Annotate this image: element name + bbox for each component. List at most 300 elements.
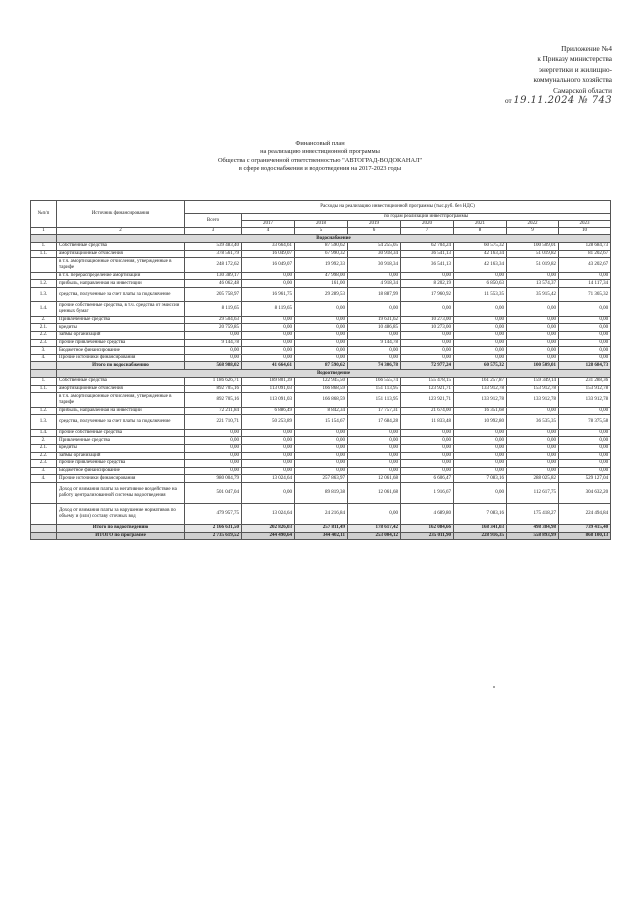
row-value: 133 912,78	[559, 393, 611, 408]
table-row	[31, 272, 611, 280]
table-row	[31, 280, 611, 288]
row-value: 43 202,67	[559, 258, 611, 273]
row-value: 0,00	[559, 332, 611, 340]
row-value: 0,00	[454, 452, 507, 460]
table-row	[31, 437, 611, 445]
total-value: 168 341,03	[454, 524, 507, 532]
row-value: 0,00	[559, 302, 611, 317]
row-value: 0,00	[507, 429, 559, 437]
row-value: 248 172,62	[185, 258, 242, 273]
row-value: 0,00	[401, 437, 454, 445]
row-value: 0,00	[507, 467, 559, 475]
row-value: 0,00	[242, 332, 295, 340]
row-number: 2.3.	[31, 339, 57, 347]
row-value: 0,00	[454, 324, 507, 332]
row-source: Привлеченные средства	[57, 316, 185, 324]
row-value: 0,00	[242, 354, 295, 362]
total-value: 558 893,99	[507, 532, 559, 540]
row-number: 1.	[31, 378, 57, 386]
total-value: 128 684,73	[559, 362, 611, 370]
row-value: 0,00	[295, 324, 348, 332]
column-number: 10	[559, 228, 611, 235]
row-value: 0,00	[295, 452, 348, 460]
row-value: 0,00	[295, 302, 348, 317]
table-row	[31, 385, 611, 393]
row-value: 0,00	[454, 302, 507, 317]
row-source: амортизационные отчисления	[57, 385, 185, 393]
row-value: 539 483,40	[185, 243, 242, 251]
row-value: 0,00	[507, 347, 559, 355]
row-value: 0,00	[454, 339, 507, 347]
row-value: 0,00	[507, 272, 559, 280]
header-year: 2020	[401, 221, 454, 228]
row-value: 0,00	[507, 437, 559, 445]
row-value: 224 494,84	[559, 503, 611, 524]
row-value: 51 019,82	[507, 250, 559, 258]
row-value: 51 019,82	[507, 258, 559, 273]
row-value: 0,00	[185, 437, 242, 445]
row-value: 8 842,34	[295, 407, 348, 415]
table-row	[31, 324, 611, 332]
row-value: 13 574,37	[507, 280, 559, 288]
row-number: 3.	[31, 467, 57, 475]
row-value: 0,00	[348, 354, 401, 362]
header-no: №п/п	[31, 201, 57, 228]
total-value: 100 509,01	[507, 362, 559, 370]
column-number: 3	[185, 228, 242, 235]
row-value: 0,00	[242, 280, 295, 288]
row-value: 0,00	[185, 332, 242, 340]
row-value: 892 705,16	[185, 393, 242, 408]
row-value: 12 061,68	[348, 482, 401, 503]
row-number	[31, 524, 57, 532]
row-value: 33 664,61	[242, 243, 295, 251]
row-source: кредиты	[57, 445, 185, 453]
row-number: 4.	[31, 475, 57, 483]
row-source: займы организаций	[57, 452, 185, 460]
row-value: 0,00	[185, 354, 242, 362]
row-source: прочие собственные средства, в т.ч. средства от эмиссии ценных бумаг	[57, 302, 185, 317]
row-value: 892 705,16	[185, 385, 242, 393]
row-value: 0,00	[454, 354, 507, 362]
row-value: 19 992,33	[295, 258, 348, 273]
row-value: 16 351,68	[454, 407, 507, 415]
row-value: 11 553,35	[454, 287, 507, 302]
row-value: 0,00	[348, 452, 401, 460]
row-value: 0,00	[242, 429, 295, 437]
row-value: 153 912,78	[559, 385, 611, 393]
financial-plan-table	[30, 200, 611, 540]
row-value: 0,00	[242, 437, 295, 445]
row-value: 151 113,95	[348, 393, 401, 408]
row-value: 14 117,34	[559, 280, 611, 288]
row-value: 4 689,80	[401, 503, 454, 524]
row-value: 42 163,34	[454, 250, 507, 258]
header-year: 2022	[507, 221, 559, 228]
row-value: 54 255,05	[348, 243, 401, 251]
row-source: в т.ч. амортизационные отчисления, утвержденные в тарифе	[57, 393, 185, 408]
total-value: 72 977,24	[401, 362, 454, 370]
row-value: 36 541,13	[401, 250, 454, 258]
row-number: 1.2.	[31, 407, 57, 415]
appendix-line: Самарской области	[553, 86, 612, 95]
row-number	[31, 503, 57, 524]
row-value: 0,00	[348, 302, 401, 317]
row-value: 0,00	[348, 467, 401, 475]
row-source: Доход от взимания платы за нарушение нормативов по объему и (или) составу сточных вод	[57, 503, 185, 524]
row-value: 72 211,84	[185, 407, 242, 415]
row-value: 9 144,78	[348, 339, 401, 347]
row-value: 36 535,35	[507, 415, 559, 430]
table-header	[31, 201, 611, 235]
row-value: 0,00	[401, 339, 454, 347]
appendix-line: Приложение №4	[561, 45, 612, 53]
row-value: 0,00	[185, 467, 242, 475]
row-value: 0,00	[185, 445, 242, 453]
row-value: 67 990,32	[295, 250, 348, 258]
total-row	[31, 362, 611, 370]
table-row	[31, 243, 611, 251]
row-number	[31, 362, 57, 370]
row-value: 0,00	[454, 460, 507, 468]
row-value: 0,00	[295, 460, 348, 468]
row-value: 133 912,78	[507, 393, 559, 408]
column-number: 8	[454, 228, 507, 235]
row-number: 1.4.	[31, 429, 57, 437]
row-value: 4 918,34	[348, 280, 401, 288]
row-value: 6 886,49	[242, 407, 295, 415]
row-value: 0,00	[348, 437, 401, 445]
row-value: 122 945,50	[295, 378, 348, 386]
row-source: Бюджетное финансирование	[57, 347, 185, 355]
row-number: 2.3.	[31, 460, 57, 468]
row-number: 1.4.	[31, 302, 57, 317]
title-line: в сфере водоснабжения и водоотведения на 2017-2023 годы	[238, 165, 402, 173]
row-source: Собственные средства	[57, 243, 185, 251]
row-value: 123 921,71	[401, 393, 454, 408]
row-number: 2.1.	[31, 324, 57, 332]
section-title: Водоотведение	[57, 370, 611, 378]
row-source: прочие привлеченные средства	[57, 460, 185, 468]
row-value: 0,00	[454, 445, 507, 453]
row-value: 0,00	[559, 354, 611, 362]
row-value: 0,00	[401, 452, 454, 460]
row-value: 151 113,95	[348, 385, 401, 393]
row-value: 0,00	[348, 503, 401, 524]
table-row	[31, 332, 611, 340]
row-value: 8 119,65	[242, 302, 295, 317]
row-value: 16 049,07	[242, 258, 295, 273]
row-value: 133 912,78	[454, 393, 507, 408]
row-value: 166 555,74	[348, 378, 401, 386]
row-value: 0,00	[507, 332, 559, 340]
total-value: 568 988,02	[185, 362, 242, 370]
row-value: 113 091,03	[242, 393, 295, 408]
header-year: 2018	[295, 221, 348, 228]
total-label: ИТОГО по программе	[57, 532, 185, 540]
table-row	[31, 460, 611, 468]
column-number: 9	[507, 228, 559, 235]
row-value: 11 833,48	[401, 415, 454, 430]
row-value: 0,00	[559, 272, 611, 280]
row-number: 1.1.	[31, 385, 57, 393]
table-row	[31, 316, 611, 324]
table-row	[31, 429, 611, 437]
row-source: Бюджетное финансирование	[57, 467, 185, 475]
table-row	[31, 452, 611, 460]
row-number: 4.	[31, 354, 57, 362]
row-value: 0,00	[507, 339, 559, 347]
table-row	[31, 407, 611, 415]
row-value: 62 704,24	[401, 243, 454, 251]
total-value: 344 402,11	[295, 532, 348, 540]
row-value: 175 418,27	[507, 503, 559, 524]
table-row	[31, 378, 611, 386]
row-value: 1 916,67	[401, 482, 454, 503]
row-value: 0,00	[295, 354, 348, 362]
section-row	[31, 235, 611, 243]
row-value: 21 674,00	[401, 407, 454, 415]
row-value: 231 288,36	[559, 378, 611, 386]
total-value: 257 811,49	[295, 524, 348, 532]
row-value: 0,00	[454, 429, 507, 437]
header-year: 2017	[242, 221, 295, 228]
handwritten-date-signature: 19.11.2024 № 743	[513, 95, 612, 107]
column-number: 2	[57, 228, 185, 235]
row-value: 0,00	[295, 316, 348, 324]
row-value: 0,00	[185, 452, 242, 460]
header-total: Всего	[185, 214, 242, 228]
section-spacer	[31, 235, 57, 243]
total-value: 202 826,03	[242, 524, 295, 532]
row-source: Прочие источники финансирования	[57, 354, 185, 362]
row-value: 0,00	[401, 347, 454, 355]
table-row	[31, 354, 611, 362]
row-value: 0,00	[507, 445, 559, 453]
row-value: 30 918,34	[348, 258, 401, 273]
row-value: 0,00	[507, 452, 559, 460]
table-row	[31, 347, 611, 355]
row-number	[31, 482, 57, 503]
row-source: средства, полученные за счет платы за подключение	[57, 415, 185, 430]
row-value: 46 062,48	[185, 280, 242, 288]
total-label: Итого по водоотведению	[57, 524, 185, 532]
table-row	[31, 445, 611, 453]
row-value: 0,00	[559, 316, 611, 324]
header-source: Источник финансирования	[57, 201, 185, 228]
total-value: 2 735 619,52	[185, 532, 242, 540]
row-value: 0,00	[242, 452, 295, 460]
row-value: 189 801,39	[242, 378, 295, 386]
row-value: 0,00	[185, 429, 242, 437]
total-label: Итого по водоснабжению	[57, 362, 185, 370]
total-value: 498 384,98	[507, 524, 559, 532]
row-value: 0,00	[185, 460, 242, 468]
row-value: 112 617,75	[507, 482, 559, 503]
row-value: 0,00	[295, 445, 348, 453]
header-year: 2023	[559, 221, 611, 228]
row-value: 6 606,47	[401, 475, 454, 483]
total-value: 74 306,78	[348, 362, 401, 370]
total-value: 87 590,62	[295, 362, 348, 370]
row-value: 0,00	[348, 460, 401, 468]
total-value: 235 011,90	[401, 532, 454, 540]
section-title: Водоснабжение	[57, 235, 611, 243]
row-value: 47 998,00	[295, 272, 348, 280]
row-number	[31, 258, 57, 273]
row-value: 50 253,89	[242, 415, 295, 430]
row-source: кредиты	[57, 324, 185, 332]
row-value: 10 273,00	[401, 324, 454, 332]
row-value: 123 921,71	[401, 385, 454, 393]
row-value: 0,00	[348, 429, 401, 437]
row-value: 0,00	[559, 452, 611, 460]
row-value: 13 024,64	[242, 475, 295, 483]
row-number: 1.3.	[31, 287, 57, 302]
row-number	[31, 532, 57, 540]
row-value: 0,00	[295, 467, 348, 475]
total-value: 739 415,40	[559, 524, 611, 532]
total-value: 228 916,35	[454, 532, 507, 540]
total-value: 178 617,42	[348, 524, 401, 532]
row-value: 0,00	[242, 339, 295, 347]
section-row	[31, 370, 611, 378]
row-value: 501 047,04	[185, 482, 242, 503]
row-source: в т.ч. перераспределение амортизации	[57, 272, 185, 280]
row-value: 0,00	[295, 437, 348, 445]
row-value: 0,00	[454, 272, 507, 280]
row-value: 0,00	[454, 437, 507, 445]
row-value: 378 561,79	[185, 250, 242, 258]
row-value: 0,00	[559, 445, 611, 453]
appendix-block	[462, 44, 612, 106]
signature-row	[462, 96, 612, 106]
row-value: 20 759,85	[185, 324, 242, 332]
row-value: 0,00	[242, 482, 295, 503]
row-value: 113 091,03	[242, 385, 295, 393]
row-value: 0,00	[295, 332, 348, 340]
row-value: 0,00	[559, 429, 611, 437]
total-value: 244 490,64	[242, 532, 295, 540]
row-value: 0,00	[348, 445, 401, 453]
row-value: 60 575,32	[454, 243, 507, 251]
row-value: 0,00	[454, 482, 507, 503]
row-value: 288 025,82	[507, 475, 559, 483]
row-value: 0,00	[559, 437, 611, 445]
row-value: 0,00	[242, 316, 295, 324]
title-line: Общества с ограниченной ответственностью "АВТОГРАД-ВОДОКАНАЛ"	[217, 156, 423, 164]
row-value: 16 049,07	[242, 250, 295, 258]
table-row	[31, 339, 611, 347]
appendix-line: энергетики и жилищно-	[538, 65, 612, 74]
row-source: Собственные средства	[57, 378, 185, 386]
row-value: 479 957,75	[185, 503, 242, 524]
row-value: 0,00	[185, 347, 242, 355]
header-year: 2021	[454, 221, 507, 228]
row-value: 0,00	[401, 460, 454, 468]
row-value: 0,00	[401, 354, 454, 362]
row-number: 2.2.	[31, 452, 57, 460]
row-value: 36 541,13	[401, 258, 454, 273]
row-value: 29 504,63	[185, 316, 242, 324]
table-row	[31, 250, 611, 258]
row-value: 0,00	[348, 347, 401, 355]
row-source: амортизационные отчисления	[57, 250, 185, 258]
row-value: 0,00	[454, 467, 507, 475]
row-value: 0,00	[401, 272, 454, 280]
row-source: прибыль, направленная на инвестиции	[57, 280, 185, 288]
row-value: 0,00	[401, 332, 454, 340]
row-value: 17 684,28	[348, 415, 401, 430]
row-value: 10 486,85	[348, 324, 401, 332]
total-value: 41 664,61	[242, 362, 295, 370]
row-value: 0,00	[507, 324, 559, 332]
row-value: 980 004,79	[185, 475, 242, 483]
row-value: 161 257,87	[454, 378, 507, 386]
row-value: 0,00	[507, 407, 559, 415]
row-value: 71 365,32	[559, 287, 611, 302]
row-source: Прочие источники финансирования	[57, 475, 185, 483]
row-source: средства, полученные за счет платы за подключение	[57, 287, 185, 302]
row-value: 0,00	[454, 347, 507, 355]
title-line: Финансовый план	[295, 140, 345, 147]
column-number: 4	[242, 228, 295, 235]
row-value: 1 186 626,71	[185, 378, 242, 386]
row-value: 6 850,63	[454, 280, 507, 288]
total-value: 253 004,12	[348, 532, 401, 540]
total-value: 2 166 631,50	[185, 524, 242, 532]
row-value: 29 289,53	[295, 287, 348, 302]
row-value: 161,00	[295, 280, 348, 288]
table-row	[31, 415, 611, 430]
table-row	[31, 467, 611, 475]
table-body	[31, 235, 611, 540]
row-source: займы организаций	[57, 332, 185, 340]
header-by-years: по годам реализации инвестпрограммы	[242, 214, 611, 221]
column-numbers-row	[31, 228, 611, 235]
total-value: 868 100,13	[559, 532, 611, 540]
row-value: 7 083,16	[454, 475, 507, 483]
row-number: 1.	[31, 243, 57, 251]
row-value: 159 349,14	[507, 378, 559, 386]
row-number: 2.2.	[31, 332, 57, 340]
row-value: 87 590,62	[295, 243, 348, 251]
row-value: 0,00	[242, 347, 295, 355]
row-value: 0,00	[559, 339, 611, 347]
row-value: 0,00	[559, 407, 611, 415]
row-number: 2.	[31, 316, 57, 324]
row-value: 8 119,65	[185, 302, 242, 317]
row-number	[31, 393, 57, 408]
total-row	[31, 524, 611, 532]
row-value: 0,00	[507, 302, 559, 317]
row-value: 0,00	[559, 467, 611, 475]
row-value: 0,00	[242, 445, 295, 453]
row-value: 0,00	[401, 445, 454, 453]
appendix-line: коммунального хозяйства	[533, 76, 612, 85]
row-value: 24 216,84	[295, 503, 348, 524]
row-value: 0,00	[295, 347, 348, 355]
table-row	[31, 393, 611, 408]
row-value: 10 992,80	[454, 415, 507, 430]
row-value: 0,00	[559, 347, 611, 355]
row-number: 1.1.	[31, 250, 57, 258]
row-value: 8 202,19	[401, 280, 454, 288]
table-row	[31, 475, 611, 483]
table-row	[31, 258, 611, 273]
row-source: прочие собственные средства	[57, 429, 185, 437]
total-value: 162 084,66	[401, 524, 454, 532]
